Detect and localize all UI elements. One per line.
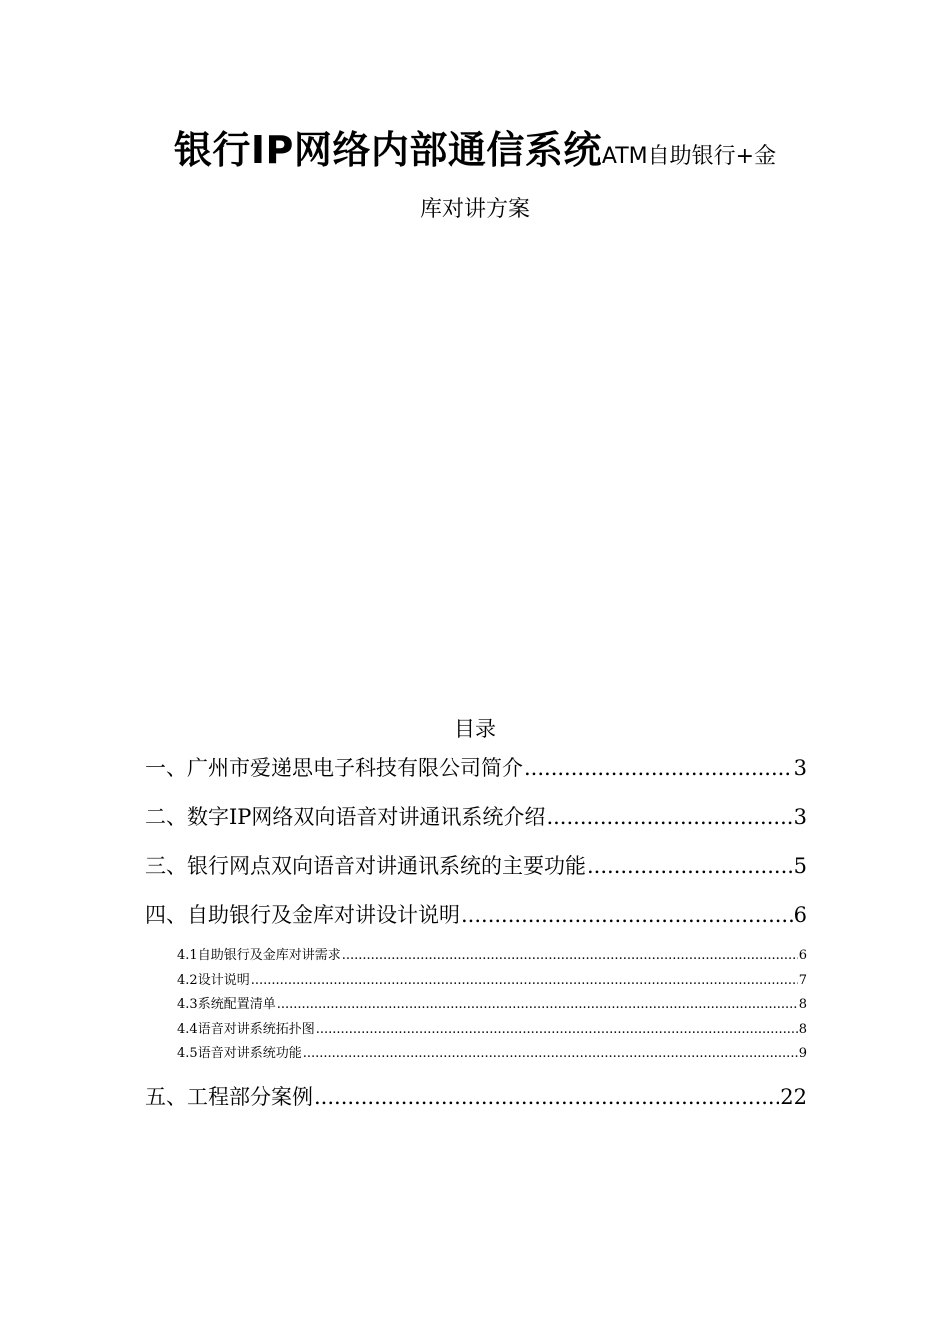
toc-subentry-page: 7 [798, 972, 807, 988]
toc-entry-page: 3 [793, 805, 807, 829]
title-sub: ATM自助银行+金 [601, 144, 777, 169]
table-of-contents [145, 748, 807, 1126]
toc-subentry-page: 8 [798, 1021, 807, 1037]
toc-entry-page: 5 [793, 854, 807, 878]
toc-subentry[interactable] [145, 993, 807, 1018]
title-line-1 [100, 118, 850, 190]
toc-subentry-number: 4.1 [177, 948, 198, 963]
toc-heading: 目录 [454, 717, 496, 741]
toc-entry-page: 3 [793, 756, 807, 780]
toc-entry-number: 二、 [145, 805, 187, 829]
toc-entry-number: 一、 [145, 756, 187, 780]
toc-entry-page: 22 [780, 1084, 807, 1109]
toc-leader-dots [524, 748, 793, 788]
toc-subentry[interactable] [145, 1042, 807, 1067]
toc-subentry[interactable] [145, 944, 807, 969]
toc-subentry-label: 自助银行及金库对讲需求 [197, 948, 341, 963]
toc-entry[interactable] [145, 748, 807, 797]
toc-entry-label: 数字IP网络双向语音对讲通讯系统介绍 [187, 805, 546, 829]
toc-leader-dots [277, 993, 798, 1017]
toc-subentry-number: 4.4 [177, 1021, 198, 1037]
toc-leader-dots [342, 944, 798, 968]
toc-subentry-number: 4.5 [177, 1046, 198, 1061]
toc-entry-label: 自助银行及金库对讲设计说明 [187, 903, 460, 927]
toc-subentry-label: 语音对讲系统拓扑图 [197, 1021, 315, 1037]
toc-leader-dots [303, 1042, 798, 1066]
toc-entry-number: 五、 [145, 1084, 187, 1109]
toc-leader-dots [461, 895, 793, 935]
toc-entry[interactable] [145, 797, 807, 846]
toc-entry-page: 6 [793, 903, 807, 927]
document-title [100, 118, 850, 230]
toc-subentry-page: 9 [798, 1046, 807, 1061]
toc-entry-label: 广州市爱递思电子科技有限公司简介 [187, 756, 523, 780]
toc-entry[interactable] [145, 895, 807, 944]
title-main: 银行IP网络内部通信系统 [173, 128, 602, 172]
toc-subentry-label: 语音对讲系统功能 [197, 1046, 302, 1061]
toc-subentry-label: 系统配置清单 [197, 997, 276, 1012]
toc-entry-number: 四、 [145, 903, 187, 927]
toc-entry-label: 工程部分案例 [187, 1084, 313, 1109]
toc-subentry-number: 4.2 [177, 972, 198, 988]
toc-subentry-number: 4.3 [177, 997, 198, 1012]
toc-subentry[interactable] [145, 969, 807, 994]
toc-subentry-label: 设计说明 [197, 972, 250, 988]
title-line-2: 库对讲方案 [419, 197, 530, 222]
toc-entry[interactable] [145, 846, 807, 895]
toc-entry-label: 银行网点双向语音对讲通讯系统的主要功能 [187, 854, 586, 878]
toc-leader-dots [587, 846, 793, 886]
toc-leader-dots [314, 1077, 779, 1117]
toc-leader-dots [546, 797, 792, 837]
toc-leader-dots [316, 1018, 798, 1042]
toc-subentry[interactable] [145, 1018, 807, 1043]
toc-entry[interactable] [145, 1077, 807, 1126]
toc-subentry-page: 8 [798, 997, 807, 1012]
toc-leader-dots [251, 969, 798, 993]
toc-subentry-page: 6 [798, 948, 807, 963]
toc-entry-number: 三、 [145, 854, 187, 878]
